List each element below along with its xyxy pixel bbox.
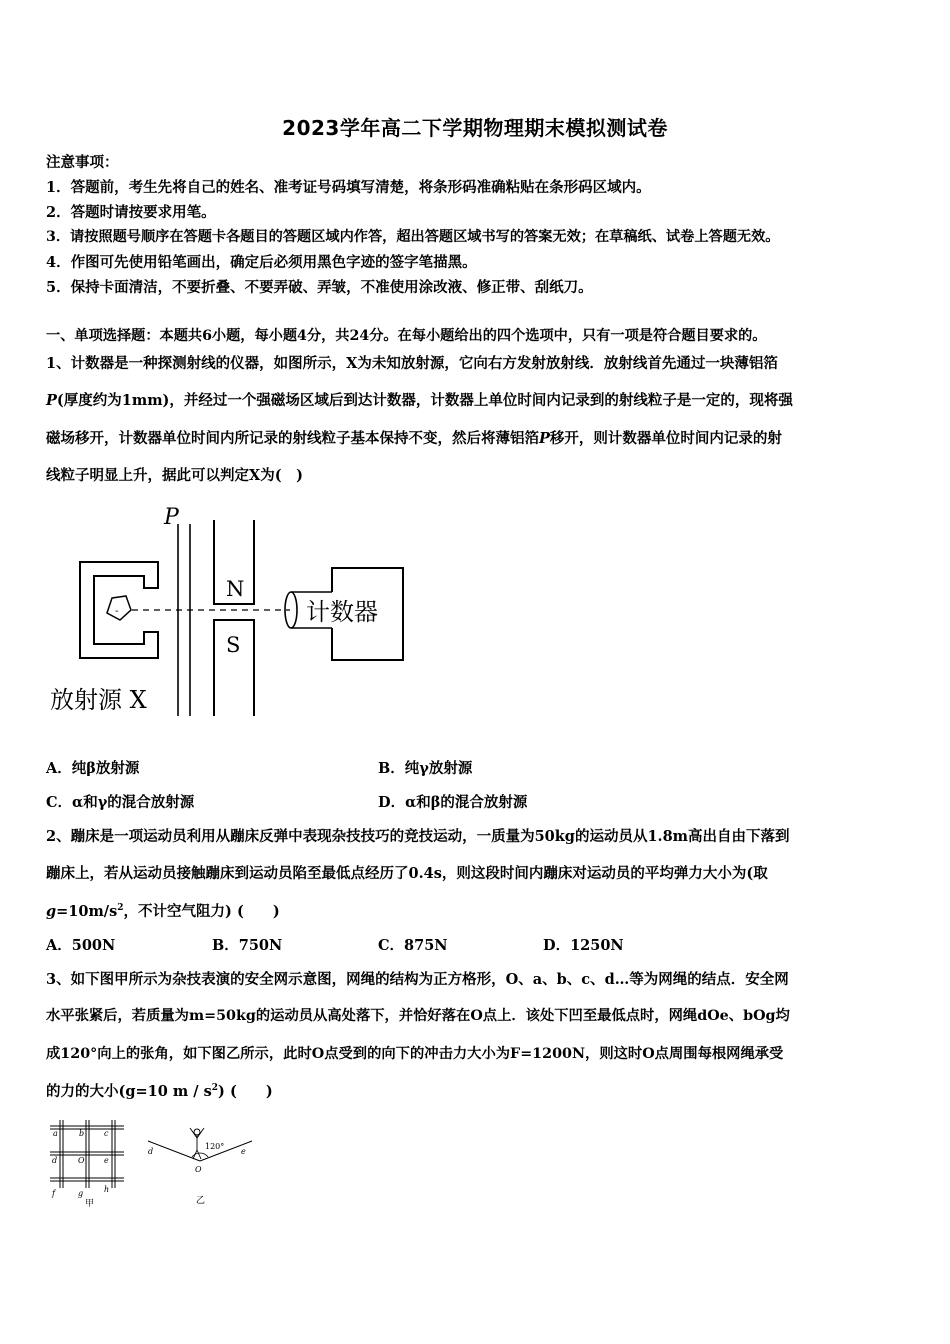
- grid-label-o: O: [78, 1156, 85, 1165]
- q2-text-line: [46, 900, 280, 921]
- q3-text-line: [46, 1080, 273, 1101]
- q1-figure: [40, 500, 420, 725]
- q2-text-line: 蹦床上，若从运动员接触蹦床到运动员陷至最低点经历了0.4s，则这段时间内蹦床对运动员的平均弹力大小为(取: [46, 865, 768, 882]
- q1-italic-p: P: [46, 392, 57, 409]
- athlete-leg-shape: [197, 1150, 201, 1159]
- q1-text-line: 1、计数器是一种探测射线的仪器，如图所示，X为未知放射源，它向右方发射放射线．放射线首先通过一块薄铝箔: [46, 355, 778, 372]
- q2-option-b[interactable]: B．750N: [212, 937, 283, 954]
- grid-label-b: b: [79, 1129, 85, 1138]
- q2-option-d[interactable]: D．1250N: [543, 937, 624, 954]
- q3-text-fragment: ) ( ): [218, 1083, 273, 1100]
- rope-left: [148, 1141, 200, 1161]
- q2-text-fragment: =10m/s: [56, 903, 118, 920]
- q2-superscript: 2: [117, 903, 124, 914]
- angle-label: 120°: [205, 1142, 225, 1151]
- point-label-o: O: [195, 1165, 202, 1174]
- notice-item: 5．保持卡面清洁，不要折叠、不要弄破、弄皱，不准使用涂改液、修正带、刮纸刀。: [46, 279, 593, 296]
- q1-text-line: [46, 389, 793, 410]
- figure-caption-jia: 甲: [85, 1199, 95, 1208]
- section-heading: 一、单项选择题：本题共6小题，每小题4分，共24分。在每小题给出的四个选项中，只有一项是符合题目要求的。: [46, 328, 767, 344]
- q1-text-line: 线粒子明显上升，据此可以判定X为( ): [46, 467, 303, 484]
- q1-option-b[interactable]: B．纯γ放射源: [378, 760, 473, 777]
- q1-text-fragment: (厚度约为1mm)，并经过一个强磁场区域后到达计数器，计数器上单位时间内记录到的射线粒子是一定的，现将强: [56, 392, 793, 409]
- figure-caption-yi: 乙: [196, 1196, 206, 1206]
- q2-option-a[interactable]: A．500N: [46, 937, 116, 954]
- q1-option-d[interactable]: D．α和β的混合放射源: [378, 794, 528, 811]
- grid-label-g: g: [78, 1189, 84, 1198]
- source-minus-mark: -: [115, 606, 119, 617]
- q2-text-line: 2、蹦床是一项运动员利用从蹦床反弹中表现杂技技巧的竞技运动，一质量为50kg的运动员从1.8m高出自由下落到: [46, 828, 790, 845]
- q1-option-c[interactable]: C．α和γ的混合放射源: [46, 794, 195, 811]
- notice-item: 3．请按照题号顺序在答题卡各题目的答题区域内作答，超出答题区域书写的答案无效；在草稿纸、试卷上答题无效。: [46, 229, 780, 245]
- notice-item: 4．作图可先使用铅笔画出，确定后必须用黑色字迹的签字笔描黑。: [46, 254, 477, 271]
- q3-text-line: 成120°向上的张角，如下图乙所示，此时O点受到的向下的冲击力大小为F=1200N，则这时O点周围每根网绳承受: [46, 1046, 784, 1062]
- q3-text-line: 3、如下图甲所示为杂技表演的安全网示意图，网绳的结构为正方格形，O、a、b、c、d…等为网绳的结点．安全网: [46, 971, 789, 988]
- q3-figure-jia: [46, 1116, 131, 1208]
- q1-italic-p: P: [539, 430, 550, 447]
- notice-item: 2．答题时请按要求用笔。: [46, 204, 216, 221]
- q1-text-line: [46, 427, 782, 448]
- grid-label-e: e: [104, 1156, 109, 1165]
- counter-label: 计数器: [306, 598, 378, 626]
- rope-label-d: d: [148, 1147, 154, 1156]
- notice-item: 1．答题前，考生先将自己的姓名、准考证号码填写清楚，将条形码准确粘贴在条形码区域内。: [46, 179, 651, 196]
- q3-text-line: 水平张紧后，若质量为m=50kg的运动员从高处落下，并恰好落在O点上．该处下凹至最低点时，网绳dOe、bOg均: [46, 1008, 790, 1024]
- net-grid-svg: [46, 1116, 131, 1208]
- q2-italic-g: g: [46, 903, 57, 920]
- magnet-s-label: S: [226, 633, 241, 657]
- grid-label-h: h: [104, 1185, 110, 1194]
- page-title: 2023学年高二下学期物理期末模拟测试卷: [282, 116, 668, 140]
- q1-option-a[interactable]: A．纯β放射源: [46, 760, 140, 777]
- net-grid-lines: [50, 1120, 124, 1188]
- angle-diagram-svg: [144, 1116, 256, 1208]
- q3-text-fragment: 的力的大小(g=10 m / s: [46, 1083, 212, 1100]
- magnet-n-label: N: [226, 577, 245, 601]
- grid-label-f: f: [52, 1189, 55, 1198]
- foil-label: P: [164, 505, 179, 530]
- q1-text-fragment: 磁场移开，计数器单位时间内所记录的射线粒子基本保持不变，然后将薄铝箔: [46, 430, 539, 447]
- notice-heading: 注意事项：: [46, 154, 119, 171]
- athlete-head-shape: [194, 1129, 200, 1135]
- q3-superscript: 2: [211, 1083, 219, 1094]
- grid-label-d: d: [52, 1156, 58, 1165]
- q3-figure-yi: [144, 1116, 256, 1208]
- source-pentagon-shape: [107, 596, 131, 620]
- q2-option-c[interactable]: C．875N: [378, 937, 448, 954]
- q1-figure-svg: [40, 500, 420, 725]
- rope-label-e: e: [241, 1147, 246, 1156]
- q2-text-fragment: ，不计空气阻力) ( ): [123, 903, 280, 920]
- source-label: 放射源 X: [50, 686, 147, 714]
- grid-label-c: c: [104, 1129, 109, 1138]
- grid-label-a: a: [53, 1129, 58, 1138]
- q1-text-fragment: 移开，则计数器单位时间内记录的射: [549, 430, 782, 447]
